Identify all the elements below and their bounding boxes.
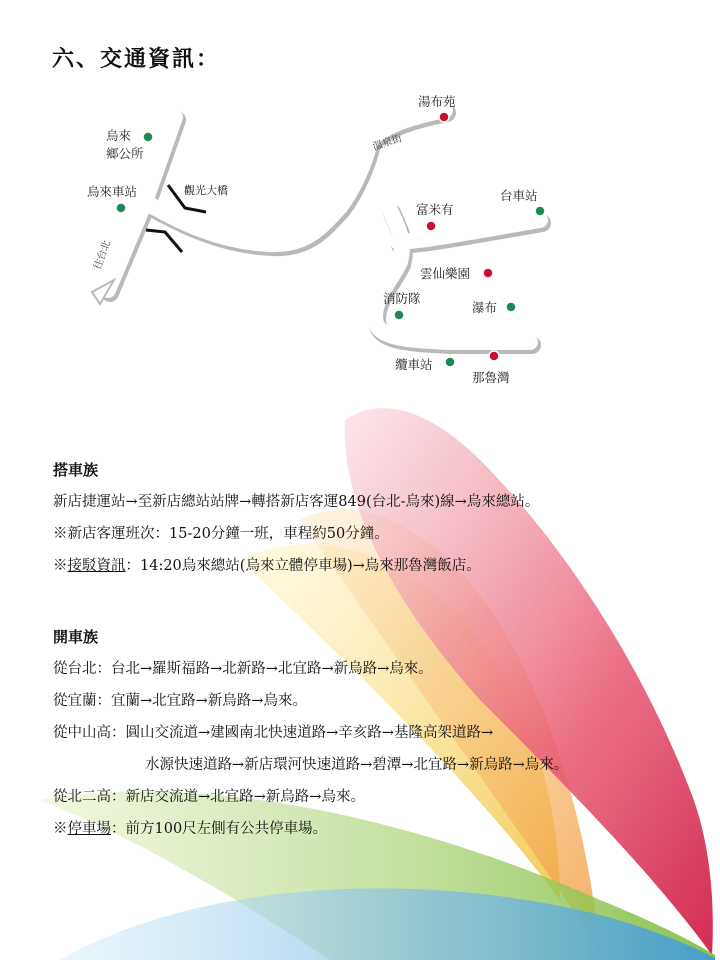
driving-line-2: 從宜蘭：宜蘭→北宜路→新烏路→烏來。 (53, 693, 307, 709)
page-title: 六、交通資訊： (52, 46, 221, 72)
driving-line-5: 從北二高：新店交流道→北宜路→新烏路→烏來。 (53, 789, 365, 805)
parking-text: ：前方100尺左側有公共停車場。 (111, 821, 328, 837)
transit-heading: 搭車族 (53, 461, 99, 479)
driving-heading: 開車族 (53, 628, 99, 646)
map-label-wulai-office-2: 鄉公所 (106, 146, 144, 161)
transit-line-1: 新店捷運站→至新店總站站牌→轉搭新店客運849(台北-烏來)線→烏來總站。 (53, 494, 540, 510)
map-label-wulai-office: 烏來 (106, 128, 132, 143)
driving-line-1: 從台北：台北→羅斯福路→北新路→北宜路→新烏路→烏來。 (53, 661, 433, 677)
shuttle-info-link[interactable]: 接駁資訊 (67, 558, 126, 574)
wulai-office-dot-icon (143, 132, 153, 142)
taiche-station-dot-icon (535, 206, 545, 216)
fumiyou-dot-icon (426, 221, 436, 231)
wulai-station-dot-icon (116, 203, 126, 213)
map-label-waterfall: 瀑布 (472, 300, 498, 315)
map-label-guanguang-bridge: 觀光大橋 (184, 184, 228, 197)
map-label-yunxian: 雲仙樂園 (420, 266, 471, 281)
yunxian-dot-icon (483, 268, 493, 278)
driving-section (53, 621, 568, 845)
note-mark: ※ (53, 821, 68, 837)
shuttle-info-text: ：14:20烏來總站(烏來立體停車場)→烏來那魯灣飯店。 (125, 558, 481, 574)
map-label-fumiyou: 富米有 (416, 202, 454, 217)
note-mark: ※ (53, 558, 68, 574)
route-map (70, 92, 560, 392)
map-label-fire-brigade: 消防隊 (383, 291, 421, 306)
parking-link[interactable]: 停車場 (67, 821, 111, 837)
waterfall-dot-icon (506, 302, 516, 312)
transit-section (53, 454, 539, 582)
map-label-taiche-station: 台車站 (500, 188, 538, 203)
map-label-to-taipei: 往台北 (92, 239, 114, 272)
map-label-tangbuyuan: 湯布苑 (418, 94, 456, 109)
fire-brigade-dot-icon (394, 310, 404, 320)
driving-line-4: 水源快速道路→新店環河快速道路→碧潭→北宜路→新烏路→烏來。 (145, 757, 569, 773)
naluwan-dot-icon (489, 351, 499, 361)
map-label-wulai-station: 烏來車站 (87, 184, 138, 199)
map-label-naluwan: 那魯灣 (472, 370, 510, 385)
driving-line-3: 從中山高：圓山交流道→建國南北快速道路→辛亥路→基隆高架道路→ (53, 725, 494, 741)
tangbuyuan-dot-icon (439, 112, 449, 122)
driving-line-6 (53, 813, 568, 845)
transit-line-2: ※新店客運班次：15-20分鐘一班，車程約50分鐘。 (53, 526, 389, 542)
map-label-cable-station: 纜車站 (395, 357, 433, 372)
map-label-wenquan-street: 溫泉街 (371, 133, 404, 153)
petal-blue (60, 888, 715, 960)
transit-line-3 (53, 550, 539, 582)
cable-station-dot-icon (445, 357, 455, 367)
bridge-lower-icon (146, 230, 182, 252)
